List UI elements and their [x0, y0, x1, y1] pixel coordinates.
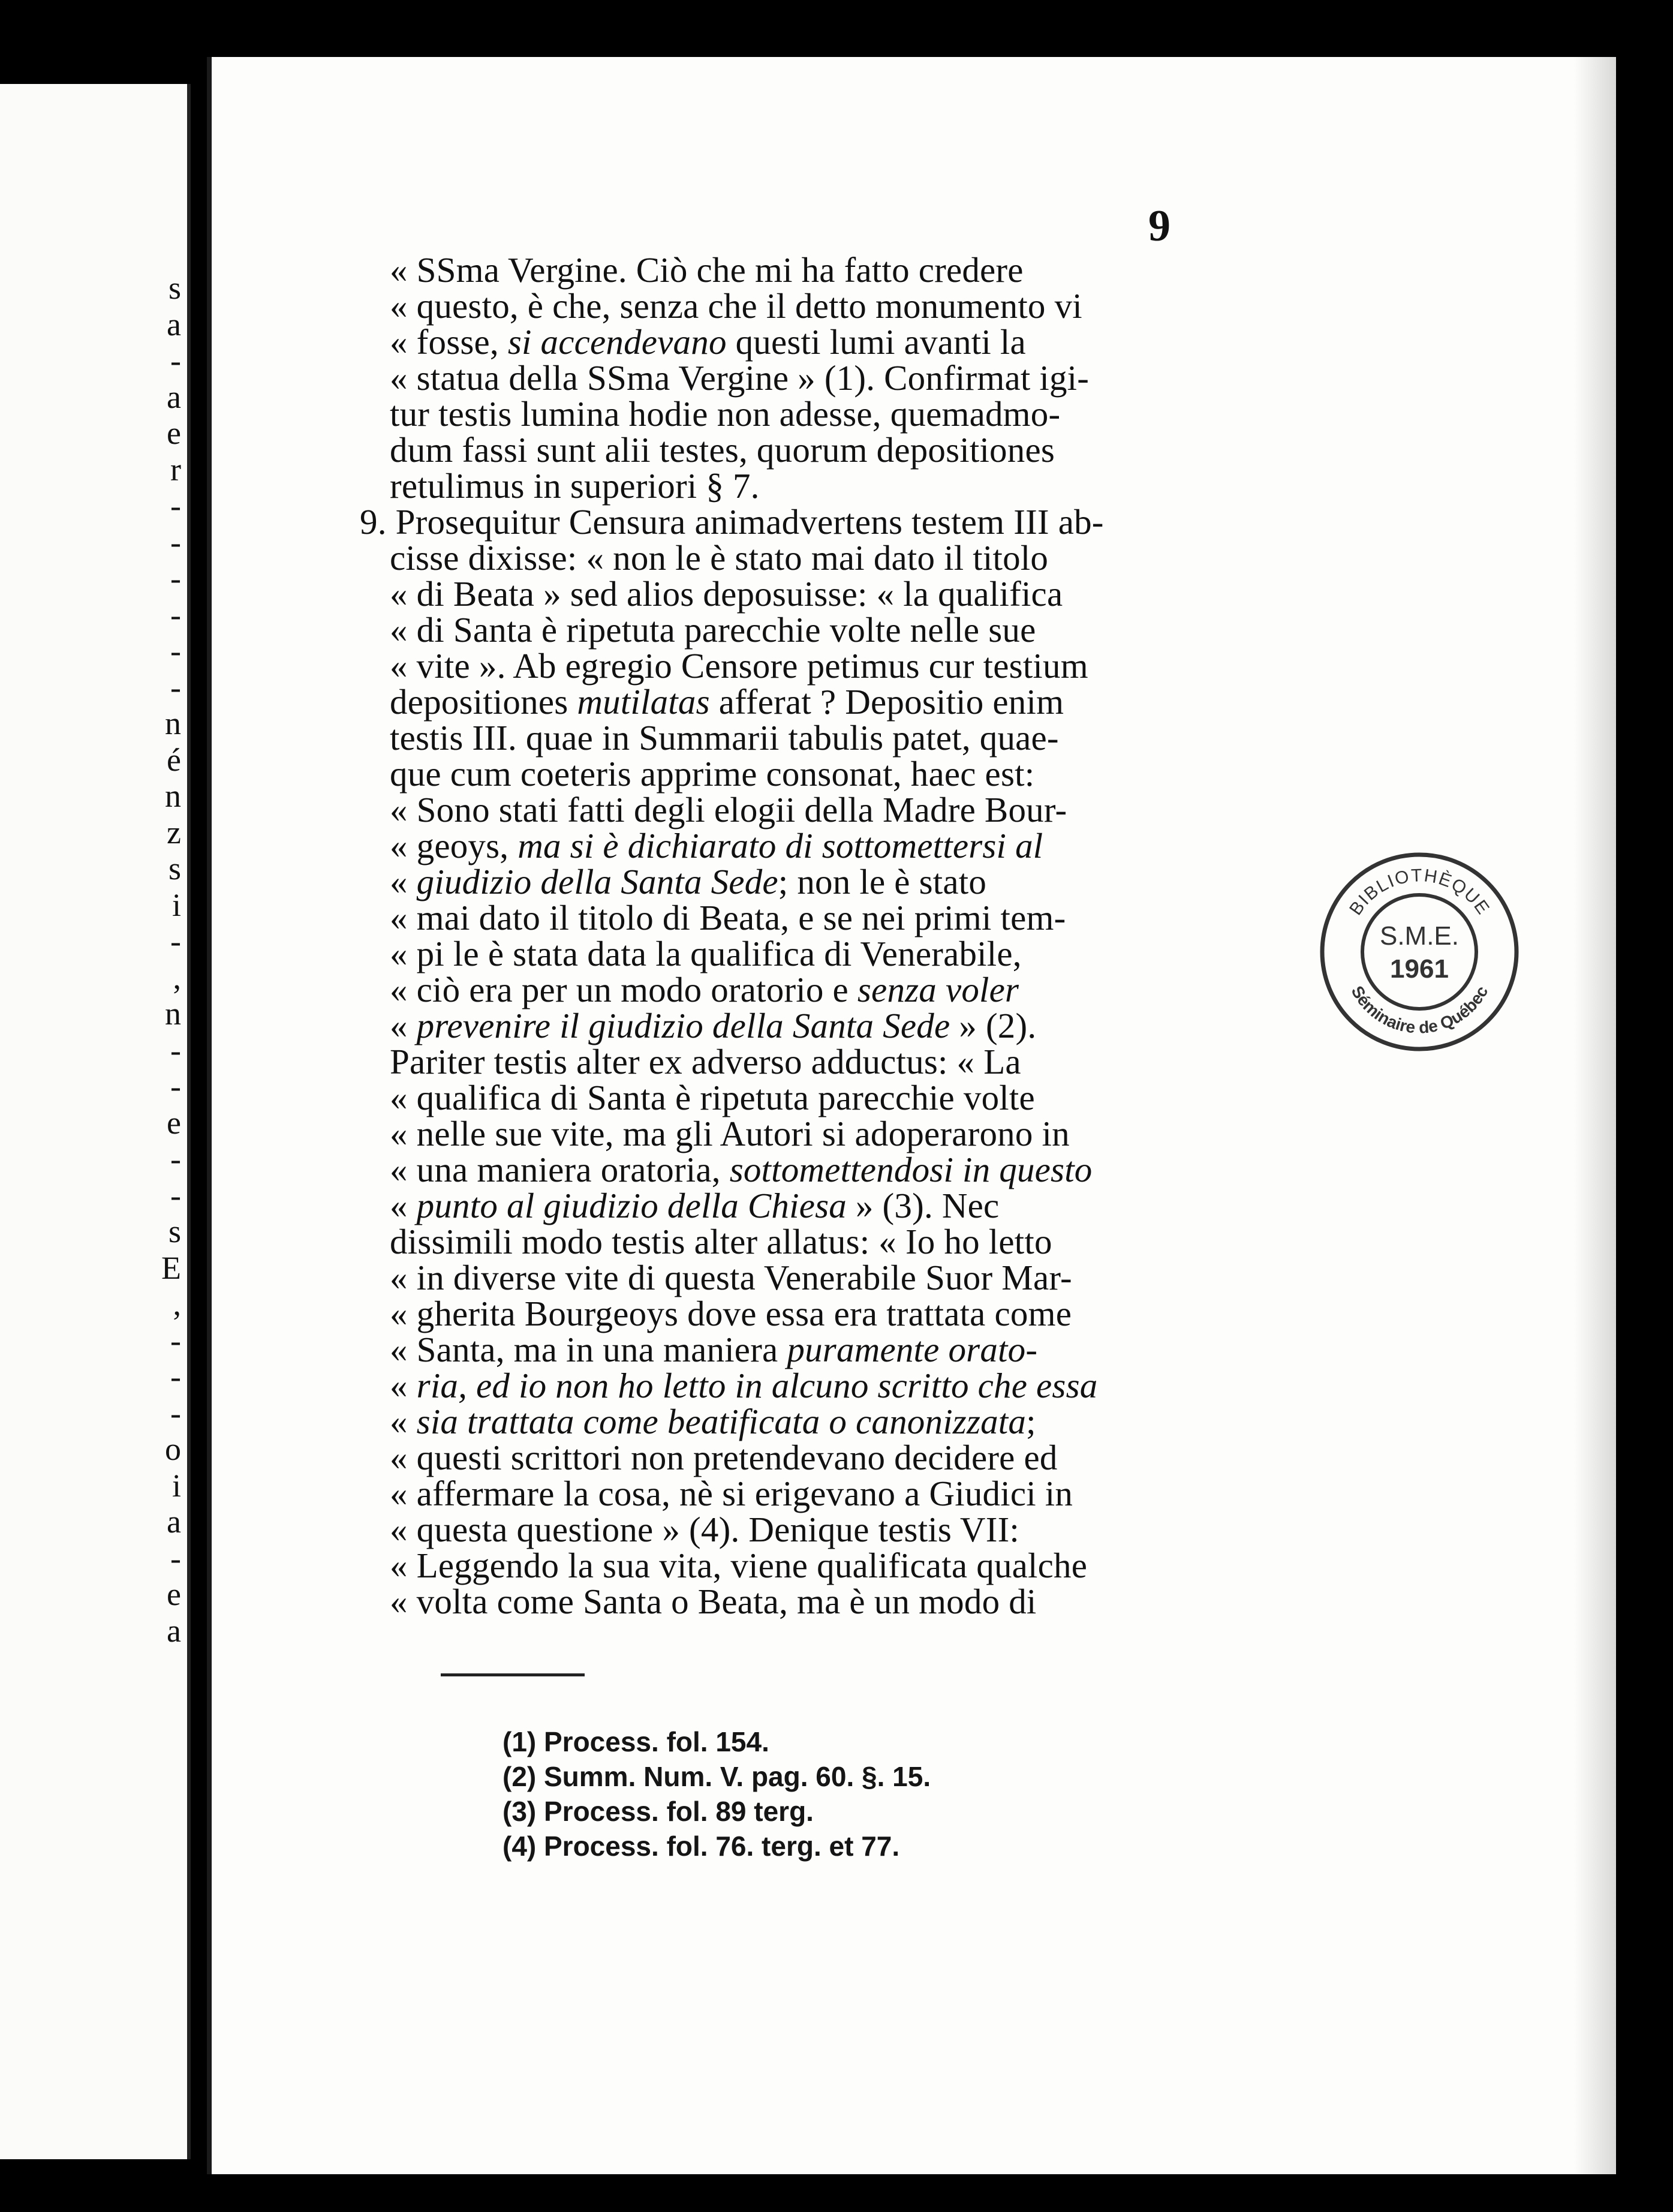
margin-char: - [170, 1322, 181, 1359]
left-page-margin-characters [157, 270, 181, 1649]
text-line [390, 1547, 1301, 1583]
text-segment: « di Santa è ripetuta parecchie volte nelle sue [390, 610, 1036, 650]
margin-char: , [173, 959, 181, 996]
text-line [390, 1475, 1301, 1511]
footnote: (4) Process. fol. 76. terg. et 77. [502, 1831, 900, 1862]
margin-char: n [165, 996, 181, 1032]
text-segment: questi lumi avanti la [726, 322, 1026, 362]
text-segment: « ciò era per un modo oratorio e [390, 970, 857, 1009]
text-segment: « vite ». Ab egregio Censore petimus cur testium [390, 646, 1088, 686]
text-segment: retulimus in superiori § 7. [390, 466, 760, 506]
text-line [390, 1296, 1301, 1332]
text-segment: dum fassi sunt alii testes, quorum depositiones [390, 430, 1055, 470]
italic-text: puramente orato- [787, 1330, 1038, 1369]
text-segment: « in diverse vite di questa Venerabile Suor Mar- [390, 1258, 1072, 1297]
italic-text: giudizio della Santa Sede [416, 862, 778, 901]
margin-char: - [170, 1359, 181, 1394]
italic-text: ma si è dichiarato di sottomettersi al [517, 826, 1043, 865]
margin-char: z [167, 814, 181, 850]
italic-text: si accendevano [507, 322, 727, 362]
text-line [390, 324, 1301, 360]
text-line [390, 1116, 1301, 1152]
margin-char: i [171, 1467, 181, 1504]
text-segment: « geoys, [390, 826, 518, 865]
text-segment: « Santa, ma in una maniera [390, 1330, 787, 1369]
text-line [360, 502, 1301, 542]
text-segment: « pi le è stata data la qualifica di Venerabile, [390, 934, 1022, 973]
margin-char: a [167, 306, 181, 342]
margin-char: E [161, 1249, 181, 1286]
margin-char: e [167, 1576, 181, 1612]
text-line [390, 792, 1301, 828]
margin-char: - [170, 342, 181, 378]
text-line [390, 1260, 1301, 1296]
text-segment: « [390, 1402, 417, 1441]
text-segment: « [390, 1006, 417, 1045]
margin-char: a [167, 1612, 181, 1649]
text-line [390, 576, 1301, 612]
margin-char: - [170, 669, 181, 705]
left-page-edge [0, 84, 191, 2159]
text-line [390, 864, 1301, 900]
text-line [390, 1080, 1301, 1116]
text-line [390, 288, 1301, 324]
text-segment: « questa questione » (4). Denique testis VII: [390, 1510, 1020, 1549]
stamp-bottom-text: Séminaire de Québec [1347, 982, 1492, 1037]
text-segment: « fosse, [390, 322, 508, 362]
text-segment: « mai dato il titolo di Beata, e se nei primi tem- [390, 898, 1066, 937]
margin-char: a [167, 378, 181, 415]
text-segment: « nelle sue vite, ma gli Autori si adoperarono in [390, 1114, 1070, 1153]
footnote-divider [441, 1673, 585, 1676]
text-segment: « [390, 1186, 417, 1225]
italic-text: sottomettendosi in questo [729, 1150, 1093, 1189]
svg-text:BIBLIOTHÈQUE [1346, 865, 1494, 919]
text-segment: cisse dixisse: « non le è stato mai dato il titolo [390, 538, 1049, 578]
text-line [390, 1403, 1301, 1439]
margin-char: - [170, 923, 181, 959]
stamp-middle-text: S.M.E. [1379, 921, 1460, 951]
text-line [390, 1332, 1301, 1368]
text-line [390, 1511, 1301, 1547]
text-line [390, 1044, 1301, 1080]
margin-char: - [170, 1394, 181, 1431]
italic-text: mutilatas [577, 682, 710, 722]
margin-char: - [170, 1141, 181, 1177]
text-line [390, 1583, 1301, 1619]
library-stamp [1316, 849, 1523, 1056]
text-segment: « gherita Bourgeoys dove essa era trattata come [390, 1294, 1072, 1333]
italic-text: sia trattata come beatificata o canonizzata [416, 1402, 1027, 1441]
text-segment: « una maniera oratoria, [390, 1150, 730, 1189]
margin-char: - [170, 524, 181, 560]
text-line [390, 396, 1301, 432]
text-line [390, 540, 1301, 576]
paragraph-number: 9. [360, 502, 396, 542]
text-segment: Pariter testis alter ex adverso adductus: « La [390, 1042, 1021, 1081]
text-segment: que cum coeteris apprime consonat, haec est: [390, 754, 1035, 794]
text-line [390, 720, 1301, 756]
footnote: (1) Process. fol. 154. [502, 1726, 769, 1757]
text-line [390, 1368, 1301, 1403]
text-segment: « volta come Santa o Beata, ma è un modo di [390, 1582, 1037, 1621]
margin-char: - [170, 633, 181, 669]
text-line [390, 684, 1301, 720]
page-edge-shadow [1574, 57, 1616, 2174]
footnote: (2) Summ. Num. V. pag. 60. §. 15. [502, 1761, 931, 1792]
text-line [390, 432, 1301, 468]
text-line [390, 756, 1301, 792]
italic-text: punto al giudizio della Chiesa [416, 1186, 847, 1225]
margin-char: - [170, 1032, 181, 1068]
text-line [390, 1008, 1301, 1044]
margin-char: i [171, 886, 181, 923]
italic-text: ria, ed io non ho letto in alcuno scritto che essa [416, 1366, 1098, 1405]
text-line [390, 828, 1301, 864]
text-segment: « questi scrittori non pretendevano decidere ed [390, 1438, 1058, 1477]
text-line [390, 900, 1301, 936]
text-line [390, 1224, 1301, 1260]
text-segment: « qualifica di Santa è ripetuta parecchie volte [390, 1078, 1035, 1117]
margin-char: s [168, 1213, 181, 1249]
margin-char: - [170, 488, 181, 524]
italic-text: senza voler [857, 970, 1019, 1009]
margin-char: a [167, 1504, 181, 1540]
text-line [390, 1152, 1301, 1188]
page-number: 9 [1148, 202, 1171, 251]
text-line [390, 360, 1301, 396]
margin-char: - [170, 1540, 181, 1576]
text-segment: Prosequitur Censura animadvertens testem III ab- [395, 502, 1104, 542]
body-text [360, 250, 1301, 1621]
margin-char: n [165, 778, 181, 814]
text-segment: ; non le è stato [778, 862, 987, 901]
text-segment: depositiones [390, 682, 577, 722]
text-line [390, 1188, 1301, 1224]
text-line [390, 252, 1301, 288]
text-line [390, 972, 1301, 1008]
text-segment: « Leggendo la sua vita, viene qualificata qualche [390, 1546, 1088, 1585]
text-segment: » (3). Nec [846, 1186, 1000, 1225]
text-segment: « SSma Vergine. Ciò che mi ha fatto credere [390, 250, 1024, 290]
text-segment: « statua della SSma Vergine » (1). Confirmat igi- [390, 358, 1090, 398]
margin-char: o [165, 1431, 181, 1467]
margin-char: s [168, 850, 181, 886]
margin-char: s [168, 270, 181, 306]
text-segment: « questo, è che, senza che il detto monumento vi [390, 286, 1082, 326]
margin-char: - [170, 1068, 181, 1104]
stamp-year: 1961 [1390, 954, 1449, 984]
text-segment: » (2). [950, 1006, 1037, 1045]
footnote: (3) Process. fol. 89 terg. [502, 1796, 814, 1827]
margin-char: é [167, 741, 181, 778]
stamp-top-text: BIBLIOTHÈQUE [1346, 865, 1494, 919]
text-line [390, 468, 1301, 504]
text-line [390, 612, 1301, 648]
text-segment: ; [1026, 1402, 1036, 1441]
text-segment: « Sono stati fatti degli elogii della Madre Bour- [390, 790, 1067, 830]
text-segment: tur testis lumina hodie non adesse, quemadmo- [390, 394, 1061, 434]
margin-char: r [170, 451, 181, 488]
stamp-inner-ring [1362, 895, 1476, 1009]
text-segment: « [390, 1366, 417, 1405]
text-line [390, 1439, 1301, 1475]
margin-char: e [167, 1104, 181, 1141]
text-line [390, 936, 1301, 972]
margin-char: - [170, 560, 181, 596]
text-segment: « di Beata » sed alios deposuisse: « la qualifica [390, 574, 1063, 614]
margin-char: - [170, 1177, 181, 1213]
margin-char: n [165, 705, 181, 741]
text-segment: « [390, 862, 417, 901]
text-segment: testis III. quae in Summarii tabulis patet, quae- [390, 718, 1059, 758]
margin-char: - [170, 596, 181, 633]
text-segment: « affermare la cosa, nè si erigevano a Giudici in [390, 1474, 1073, 1513]
text-line [390, 648, 1301, 684]
text-segment: dissimili modo testis alter allatus: « Io ho letto [390, 1222, 1052, 1261]
text-segment: afferat ? Depositio enim [709, 682, 1064, 722]
margin-char: , [173, 1286, 181, 1322]
italic-text: prevenire il giudizio della Santa Sede [416, 1006, 950, 1045]
margin-char: e [167, 415, 181, 451]
footnotes [502, 1724, 931, 1864]
